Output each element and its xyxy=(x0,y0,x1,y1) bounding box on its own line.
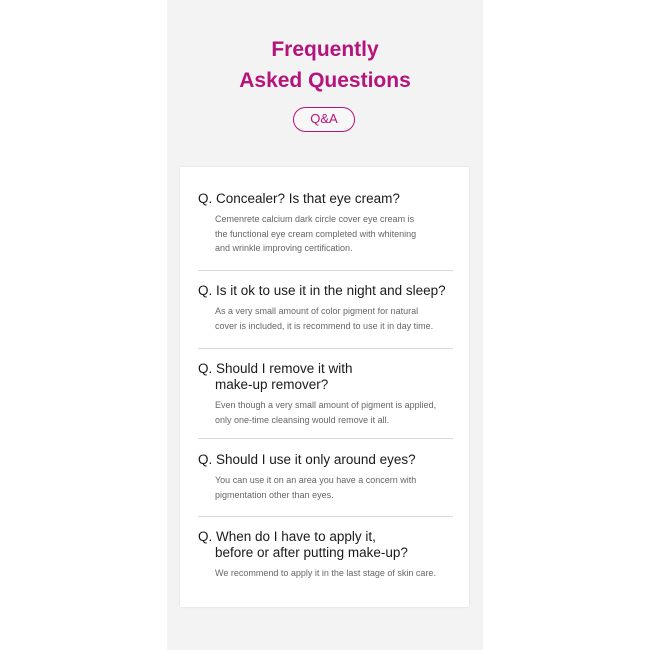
title-line-1: Frequently xyxy=(271,38,379,61)
faq-answer xyxy=(215,566,453,581)
faq-item xyxy=(198,283,453,333)
faq-divider xyxy=(198,348,453,349)
answer-line: You can use it on an area you have a concern with xyxy=(215,475,417,485)
faq-divider xyxy=(198,438,453,439)
faq-question-line-2: make-up remover? xyxy=(215,377,329,392)
answer-line: pigmentation other than eyes. xyxy=(215,489,334,500)
faq-item xyxy=(198,361,453,427)
answer-line: We recommend to apply it in the last stage of skin care. xyxy=(215,568,436,578)
page-title xyxy=(167,34,483,96)
faq-item xyxy=(198,191,453,256)
answer-line: cover is included, it is recommend to use it in day time. xyxy=(215,320,434,331)
faq-question: Q. Concealer? Is that eye cream? xyxy=(198,191,400,206)
faq-divider xyxy=(198,516,453,517)
faq-answer xyxy=(215,212,453,256)
answer-line: As a very small amount of color pigment for natural xyxy=(215,306,419,316)
faq-question: Q. Is it ok to use it in the night and sleep? xyxy=(198,283,446,298)
faq-item xyxy=(198,529,453,581)
answer-line: Cemenrete calcium dark circle cover eye cream is xyxy=(215,214,415,224)
faq-answer xyxy=(215,304,453,333)
faq-card xyxy=(180,167,469,607)
faq-question: Q. Should I use it only around eyes? xyxy=(198,452,416,467)
faq-divider xyxy=(198,270,453,271)
faq-panel xyxy=(167,0,483,650)
faq-answer xyxy=(215,398,453,427)
faq-question: Q. Should I remove it with xyxy=(198,361,353,376)
answer-line: only one-time cleansing would remove it all. xyxy=(215,414,390,425)
faq-question-line-2: before or after putting make-up? xyxy=(215,545,408,560)
qa-badge: Q&A xyxy=(293,107,355,132)
answer-line: Even though a very small amount of pigment is applied, xyxy=(215,400,437,410)
answer-line: the functional eye cream completed with whitening xyxy=(215,228,417,239)
answer-line: and wrinkle improving certification. xyxy=(215,243,353,253)
faq-answer xyxy=(215,473,453,502)
faq-question: Q. When do I have to apply it, xyxy=(198,529,376,544)
title-line-2: Asked Questions xyxy=(239,69,411,92)
faq-item xyxy=(198,452,453,502)
